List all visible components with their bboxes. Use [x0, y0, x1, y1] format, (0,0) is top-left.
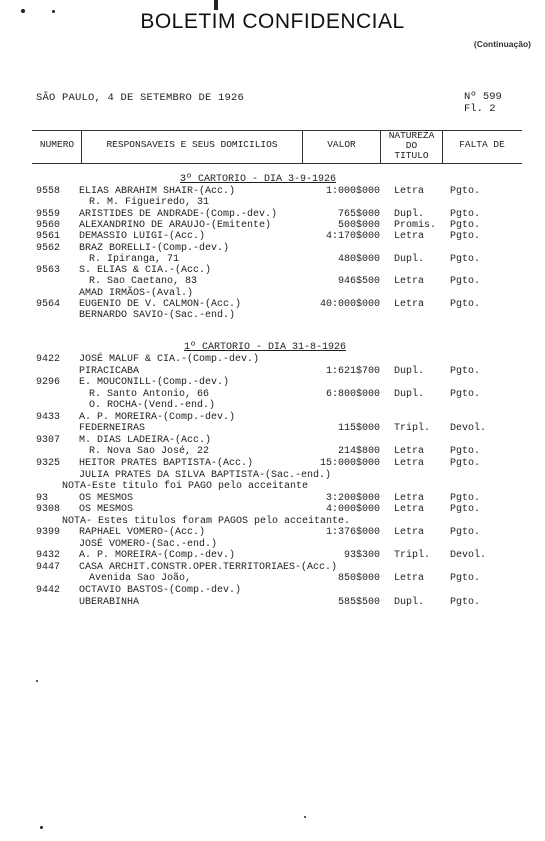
value-cell: 480$000 [337, 254, 380, 265]
responsible-entry: CASA ARCHIT.CONSTR.OPER.TERRITORIAES-(Acc.) [79, 562, 338, 573]
title-type-cell: Letra [394, 446, 425, 457]
reason-cell: Pgto. [450, 504, 481, 515]
section-title: 1º CARTORIO - DIA 31-8-1926 [184, 342, 347, 353]
folio-number: Fl. 2 [464, 103, 496, 115]
value-cell: 4:170$000 [325, 231, 380, 242]
row-number: 9564 [36, 299, 61, 310]
header-natureza-line: DO [405, 140, 418, 151]
scan-mark-dot [304, 816, 306, 818]
row-number: 9442 [36, 585, 61, 596]
value-cell: 115$000 [337, 423, 380, 434]
responsible-entry: A. P. MOREIRA-(Comp.-dev.) [79, 412, 236, 423]
responsible-entry: R. M. Figueiredo, 31 [89, 197, 210, 208]
value-cell: 4:000$000 [325, 504, 380, 515]
note-text: NOTA- Estes titulos foram PAGOS pelo acceitante. [62, 516, 351, 527]
responsible-entry: EUGENIO DE V. CALMON-(Acc.) [79, 299, 242, 310]
reason-cell: Devol. [450, 550, 487, 561]
row-number: 9562 [36, 243, 61, 254]
value-cell: 1:000$000 [325, 186, 380, 197]
responsible-entry: BRAZ BORELLI-(Comp.-dev.) [79, 243, 230, 254]
responsible-entry: UBERABINHA [79, 597, 140, 608]
reason-cell: Pgto. [450, 209, 481, 220]
continuation-label: (Continuação) [473, 39, 531, 49]
bulletin-number: Nº 599 [464, 91, 502, 103]
value-cell: 93$300 [343, 550, 380, 561]
reason-cell: Pgto. [450, 458, 481, 469]
responsible-entry: PIRACICABA [79, 366, 140, 377]
reason-cell: Pgto. [450, 527, 481, 538]
value-cell: 40:000$000 [319, 299, 380, 310]
reason-cell: Pgto. [450, 231, 481, 242]
reason-cell: Pgto. [450, 186, 481, 197]
responsible-entry: BERNARDO SAVIO-(Sac.-end.) [79, 310, 236, 321]
responsible-entry: FEDERNEIRAS [79, 423, 146, 434]
document-title: BOLETIM CONFIDENCIAL [140, 10, 405, 33]
row-number: 9558 [36, 186, 61, 197]
header-natureza-line: TITULO [394, 150, 429, 161]
row-number: 9559 [36, 209, 61, 220]
row-number: 93 [36, 493, 49, 504]
reference-block [464, 91, 502, 115]
responsible-entry: JULIA PRATES DA SILVA BAPTISTA-(Sac.-end.) [79, 470, 332, 481]
reason-cell: Pgto. [450, 597, 481, 608]
row-number: 9432 [36, 550, 61, 561]
note-text: NOTA-Este titulo foi PAGO pelo acceitante [62, 481, 309, 492]
value-cell: 946$500 [337, 276, 380, 287]
title-type-cell: Letra [394, 186, 425, 197]
responsible-entry: DEMASSIO LUIGI-(Acc.) [79, 231, 206, 242]
responsible-entry: OS MESMOS [79, 493, 134, 504]
row-number: 9307 [36, 435, 61, 446]
responsible-entry: A. P. MOREIRA-(Comp.-dev.) [79, 550, 236, 561]
scan-mark-dot [40, 826, 43, 829]
row-number: 9560 [36, 220, 61, 231]
responsible-entry: M. DIAS LADEIRA-(Acc.) [79, 435, 212, 446]
title-type-cell: Letra [394, 493, 425, 504]
responsible-entry: E. MOUCONILL-(Comp.-dev.) [79, 377, 230, 388]
title-type-cell: Letra [394, 231, 425, 242]
responsible-entry: HEITOR PRATES BAPTISTA-(Acc.) [79, 458, 254, 469]
title-type-cell: Letra [394, 527, 425, 538]
responsible-entry: JOSÉ MALUF & CIA.-(Comp.-dev.) [79, 354, 260, 365]
title-type-cell: Dupl. [394, 209, 425, 220]
responsible-entry: AMAD IRMÃOS-(Aval.) [79, 288, 194, 299]
title-type-cell: Letra [394, 504, 425, 515]
title-type-cell: Letra [394, 458, 425, 469]
title-type-cell: Tripl. [394, 423, 431, 434]
title-type-cell: Dupl. [394, 366, 425, 377]
responsible-entry: R. Sao Caetano, 83 [89, 276, 198, 287]
value-cell: 214$800 [337, 446, 380, 457]
value-cell: 6:800$000 [325, 389, 380, 400]
row-number: 9563 [36, 265, 61, 276]
reason-cell: Pgto. [450, 299, 481, 310]
title-type-cell: Dupl. [394, 389, 425, 400]
title-type-cell: Dupl. [394, 254, 425, 265]
value-cell: 850$000 [337, 573, 380, 584]
scan-mark-dot [36, 680, 38, 682]
title-type-cell: Letra [394, 299, 425, 310]
table-header-rule [32, 163, 522, 164]
reason-cell: Devol. [450, 423, 487, 434]
responsible-entry: OCTAVIO BASTOS-(Comp.-dev.) [79, 585, 242, 596]
value-cell: 3:200$000 [325, 493, 380, 504]
responsible-entry: O. ROCHA-(Vend.-end.) [89, 400, 216, 411]
reason-cell: Pgto. [450, 389, 481, 400]
responsible-entry: JOSÉ VOMERO-(Sac.-end.) [79, 539, 218, 550]
title-type-cell: Letra [394, 573, 425, 584]
row-number: 9422 [36, 354, 61, 365]
row-number: 9433 [36, 412, 61, 423]
header-natureza [381, 131, 442, 161]
section-title: 3º CARTORIO - DIA 3-9-1926 [180, 174, 337, 185]
responsible-entry: OS MESMOS [79, 504, 134, 515]
header-valor: VALOR [327, 139, 356, 150]
responsible-entry: R. Ipiranga, 71 [89, 254, 180, 265]
responsible-entry: Avenida Sao João, [89, 573, 192, 584]
reason-cell: Pgto. [450, 276, 481, 287]
reason-cell: Pgto. [450, 366, 481, 377]
responsible-entry: R. Santo Antonio, 66 [89, 389, 210, 400]
row-number: 9308 [36, 504, 61, 515]
title-type-cell: Tripl. [394, 550, 431, 561]
responsible-entry: ALEXANDRINO DE ARAUJO-(Emitente) [79, 220, 272, 231]
header-numero: NUMERO [39, 139, 75, 150]
responsible-entry: ARISTIDES DE ANDRADE-(Comp.-dev.) [79, 209, 278, 220]
reason-cell: Pgto. [450, 573, 481, 584]
responsible-entry: ELIAS ABRAHIM SHAIR-(Acc.) [79, 186, 236, 197]
row-number: 9296 [36, 377, 61, 388]
date-line: SÃO PAULO, 4 DE SETEMBRO DE 1926 [36, 92, 245, 104]
value-cell: 1:621$700 [325, 366, 380, 377]
header-falta: FALTA DE [459, 139, 505, 150]
header-natureza-line: NATUREZA [388, 130, 435, 141]
reason-cell: Pgto. [450, 493, 481, 504]
reason-cell: Pgto. [450, 254, 481, 265]
row-number: 9447 [36, 562, 61, 573]
table-top-rule [32, 130, 522, 131]
value-cell: 585$500 [337, 597, 380, 608]
title-type-cell: Dupl. [394, 597, 425, 608]
scan-mark [214, 0, 218, 10]
responsible-entry: R. Nova Sao José, 22 [89, 446, 210, 457]
row-number: 9561 [36, 231, 61, 242]
value-cell: 1:376$000 [325, 527, 380, 538]
responsible-entry: S. ELIAS & CIA.-(Acc.) [79, 265, 212, 276]
reason-cell: Pgto. [450, 220, 481, 231]
title-type-cell: Promis. [394, 220, 437, 231]
value-cell: 15:000$000 [319, 458, 380, 469]
value-cell: 765$000 [337, 209, 380, 220]
row-number: 9325 [36, 458, 61, 469]
responsible-entry: RAPHAEL VOMERO-(Acc.) [79, 527, 206, 538]
reason-cell: Pgto. [450, 446, 481, 457]
header-responsaveis: RESPONSAVEIS E SEUS DOMICILIOS [106, 139, 278, 150]
value-cell: 500$000 [337, 220, 380, 231]
row-number: 9399 [36, 527, 61, 538]
title-type-cell: Letra [394, 276, 425, 287]
